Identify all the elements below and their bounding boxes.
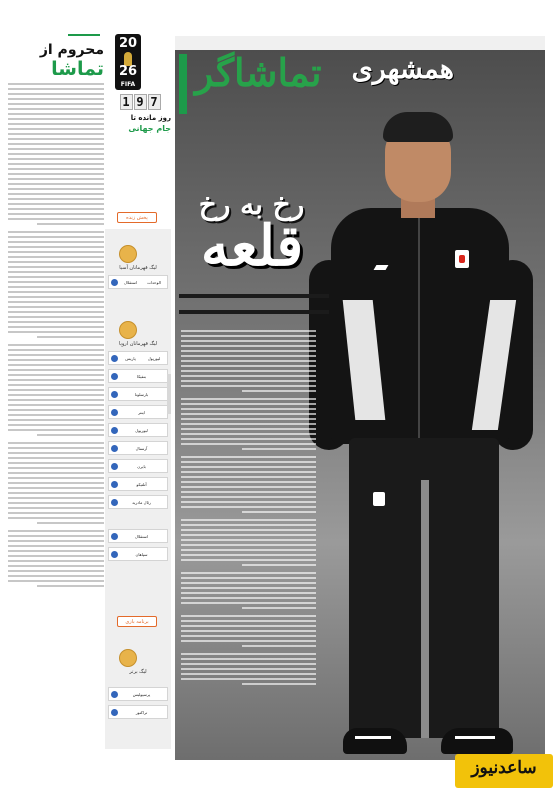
countdown-label: روز مانده تا [130,114,171,122]
competition-name: لیگ قهرمانان اروپا [118,341,158,347]
match-row [108,477,168,491]
cover-body-copy [181,330,316,750]
deck-line-2 [179,310,329,314]
match-away-team: الوحدات [147,279,161,285]
team-crest-icon [111,391,118,398]
team-crest-icon [111,499,118,506]
ucl-icon [119,321,137,339]
match-home-team: اینتر [138,409,145,415]
program-badge: برنامه بازی [117,616,157,627]
match-home-team: لیورپول [135,427,148,433]
photo-leg-gap [421,480,429,738]
sidebar-schedule [105,34,171,754]
copy-block [181,615,316,647]
countdown-digit: 9 [134,94,147,110]
match-row [108,423,168,437]
deck-line-1 [179,294,329,298]
match-row [108,351,168,365]
match-home-team: پاریس [125,355,136,361]
match-row [108,705,168,719]
column-divider [167,374,171,414]
site-watermark [455,754,553,788]
match-row [108,495,168,509]
team-crest-icon [111,463,118,470]
live-broadcast-badge: پخش زنده [117,212,157,223]
countdown-digit: 7 [148,94,161,110]
world-cup-logo [115,34,141,90]
team-crest-icon [111,409,118,416]
match-home-team: استقلال [135,533,148,539]
match-schedule [105,229,171,749]
side-tag [179,54,187,114]
shoe-stripe [455,736,495,739]
cover-page [175,36,545,760]
copy-block [181,330,316,392]
team-crest-icon [111,709,118,716]
team-badge-icon [373,492,385,506]
match-row [108,369,168,383]
logo-year-top: 20 [118,36,138,51]
shoe-stripe [355,736,391,739]
competition-name: لیگ برتر [129,669,147,675]
match-home-team: رئال مادرید [132,499,151,505]
photo-zipper [418,218,420,438]
issue-info-bar [175,36,545,50]
team-crest-icon [111,427,118,434]
match-away-team: لیورپول [147,355,161,361]
match-home-team: آرسنال [135,445,148,451]
team-crest-icon [111,481,118,488]
countdown-event: جام جهانی [128,124,171,133]
match-home-team: سپاهان [135,551,148,557]
left-news-column [8,34,104,750]
afc-champions-league-icon [119,245,137,263]
match-home-team: بایرن [137,463,146,469]
fifa-label: FIFA [120,81,136,88]
left-headline-line1: محروم از [39,42,104,58]
competition-name: لیگ قهرمانان آسیا [119,265,157,271]
team-crest-icon [111,533,118,540]
left-kicker [68,34,100,36]
match-row [108,529,168,543]
match-row [108,687,168,701]
match-home-team: استقلال [124,279,137,285]
shoe-right [441,728,513,754]
match-home-team: بنفیکا [137,373,146,379]
photo-hair [383,112,453,142]
left-body-text-1 [8,83,104,225]
match-row [108,275,168,289]
league-icon [119,649,137,667]
logo-year-bottom: 26 [118,64,138,79]
team-crest-icon [111,551,118,558]
match-home-team: تراکتور [135,709,148,715]
brand-name: همشهری [351,54,454,85]
team-crest-icon [111,373,118,380]
team-crest-icon [111,279,118,286]
left-body-text-2 [8,231,104,338]
watermark-text: ساعدنیوز [471,758,537,778]
coach-photo [305,100,535,760]
countdown-digit: 1 [120,94,133,110]
copy-block [181,572,316,609]
team-badge-icon [455,250,469,268]
copy-block [181,653,316,685]
copy-block [181,398,316,450]
copy-block [181,456,316,513]
left-body-text-4 [8,442,104,524]
match-row [108,405,168,419]
headline-small: رخ به رخ [198,188,305,221]
match-row [108,547,168,561]
match-home-team: پرسپولیس [132,691,151,697]
left-headline-line2: تماشا [51,58,104,80]
match-row [108,441,168,455]
countdown-counter [111,94,169,110]
left-body-text-5 [8,530,104,587]
team-crest-icon [111,355,118,362]
match-home-team: بارسلونا [134,391,149,397]
match-home-team: آتلتیکو [136,481,147,487]
headline-main: قلعه [200,213,304,279]
match-row [108,387,168,401]
copy-block [181,519,316,566]
brand-logo: تماشاگر [195,50,322,95]
team-crest-icon [111,691,118,698]
team-crest-icon [111,445,118,452]
left-body-text-3 [8,344,104,436]
shoe-left [343,728,407,754]
match-row [108,459,168,473]
